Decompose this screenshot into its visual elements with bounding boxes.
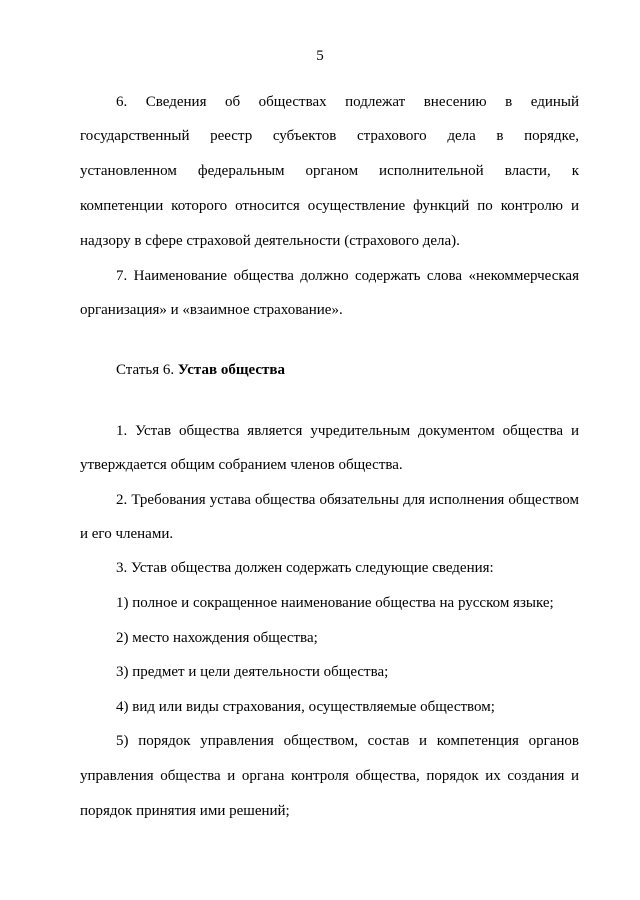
article-title: Устав общества [177, 362, 285, 378]
article-prefix: Статья 6. [116, 362, 175, 378]
list-item-3: 3) предмет и цели деятельности общества; [116, 664, 389, 680]
paragraph-6-line-2: государственный реестр субъектов страхового дела в порядке, [80, 128, 579, 144]
list-item-1: 1) полное и сокращенное наименование общества на русском языке; [116, 595, 554, 611]
paragraph-6-line-1: 6. Сведения об обществах подлежат внесению в единый [116, 94, 579, 110]
list-item-4: 4) вид или виды страхования, осуществляемые обществом; [116, 699, 495, 715]
paragraph-7-line-1: 7. Наименование общества должно содержать слова «некоммерческая [116, 268, 579, 284]
page-number: 5 [316, 48, 324, 64]
list-item-2: 2) место нахождения общества; [116, 630, 318, 646]
article-heading [116, 360, 285, 380]
article-item-2-line-1: 2. Требования устава общества обязательны для исполнения обществом [116, 492, 579, 508]
list-item-5-line-1: 5) порядок управления обществом, состав и компетенция органов [116, 733, 579, 749]
paragraph-7-line-2: организация» и «взаимное страхование». [80, 302, 343, 318]
article-item-1-line-2: утверждается общим собранием членов общества. [80, 457, 403, 473]
list-item-5-line-2: управления общества и органа контроля общества, порядок их создания и [80, 768, 579, 784]
paragraph-6-line-5: надзору в сфере страховой деятельности (страхового дела). [80, 233, 460, 249]
article-item-2-line-2: и его членами. [80, 526, 174, 542]
list-item-5-line-3: порядок принятия ими решений; [80, 803, 290, 819]
article-item-3: 3. Устав общества должен содержать следующие сведения: [116, 560, 494, 576]
paragraph-6-line-4: компетенции которого относится осуществление функций по контролю и [80, 198, 579, 214]
article-item-1-line-1: 1. Устав общества является учредительным документом общества и [116, 423, 579, 439]
paragraph-6-line-3: установленном федеральным органом исполнительной власти, к [80, 163, 579, 179]
